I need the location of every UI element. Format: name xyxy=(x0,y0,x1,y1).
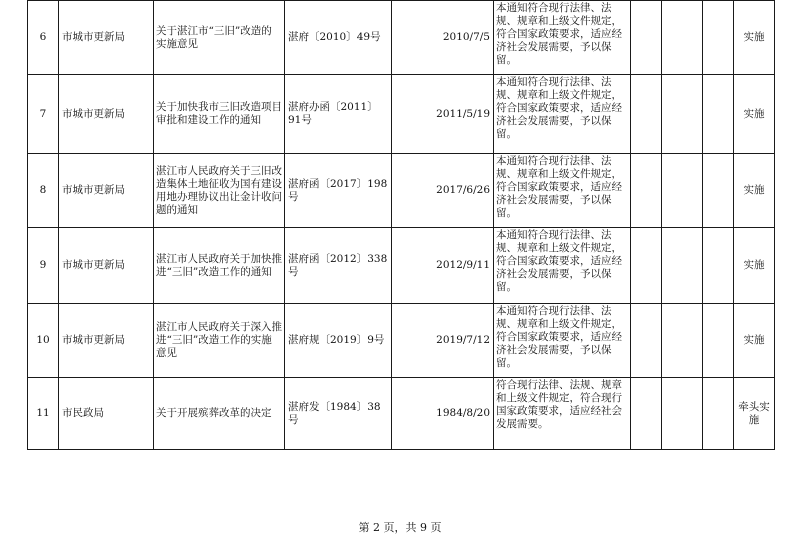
document-title-cell: 湛江市人民政府关于加快推进“三旧”改造工作的通知 xyxy=(154,228,285,304)
result-cell: 实施 xyxy=(734,154,775,228)
review-opinion-text: 符合现行法律、法规、规章和上级文件规定，符合现行国家政策要求，适应经社会发展需要。 xyxy=(496,379,622,430)
department-cell: 市城市更新局 xyxy=(59,1,154,75)
row-number-cell: 11 xyxy=(28,378,59,450)
review-opinion-cell xyxy=(494,154,631,228)
document-table xyxy=(27,0,775,450)
document-title-cell: 关于加快我市三旧改造项目审批和建设工作的通知 xyxy=(154,75,285,154)
blank-cell xyxy=(703,1,734,75)
row-number-cell: 10 xyxy=(28,304,59,378)
blank-cell xyxy=(631,304,662,378)
page-footer: 第 2 页，共 9 页 xyxy=(358,521,442,534)
blank-cell xyxy=(703,304,734,378)
department-cell: 市民政局 xyxy=(59,378,154,450)
result-cell: 实施 xyxy=(734,304,775,378)
document-number-cell: 湛府函〔2012〕338号 xyxy=(285,228,392,304)
issue-date-cell: 2010/7/5 xyxy=(392,1,494,75)
table-row xyxy=(28,154,775,228)
table-row xyxy=(28,1,775,75)
blank-cell xyxy=(703,378,734,450)
issue-date-cell: 2017/6/26 xyxy=(392,154,494,228)
department-cell: 市城市更新局 xyxy=(59,75,154,154)
blank-cell xyxy=(662,228,703,304)
review-opinion-cell xyxy=(494,228,631,304)
blank-cell xyxy=(631,154,662,228)
review-opinion-cell xyxy=(494,378,631,450)
blank-cell xyxy=(631,75,662,154)
department-cell: 市城市更新局 xyxy=(59,154,154,228)
issue-date-cell: 2011/5/19 xyxy=(392,75,494,154)
review-opinion-text: 本通知符合现行法律、法规、规章和上级文件规定，符合国家政策要求，适应经济社会发展需要，予以保留。 xyxy=(496,305,622,369)
table-row xyxy=(28,228,775,304)
document-number-cell: 湛府函〔2017〕198号 xyxy=(285,154,392,228)
review-opinion-cell xyxy=(494,1,631,75)
issue-date-cell: 2012/9/11 xyxy=(392,228,494,304)
review-opinion-cell xyxy=(494,304,631,378)
blank-cell xyxy=(662,378,703,450)
review-opinion-text: 本通知符合现行法律、法规、规章和上级文件规定，符合国家政策要求，适应经济社会发展需要，予以保留。 xyxy=(496,155,622,219)
review-opinion-text: 本通知符合现行法律、法规、规章和上级文件规定，符合国家政策要求，适应经济社会发展需要，予以保留。 xyxy=(496,76,622,140)
department-cell: 市城市更新局 xyxy=(59,228,154,304)
blank-cell xyxy=(703,75,734,154)
row-number-cell: 9 xyxy=(28,228,59,304)
blank-cell xyxy=(662,304,703,378)
blank-cell xyxy=(703,228,734,304)
issue-date-cell: 1984/8/20 xyxy=(392,378,494,450)
document-number-cell: 湛府发〔1984〕38号 xyxy=(285,378,392,450)
table-row xyxy=(28,75,775,154)
row-number-cell: 8 xyxy=(28,154,59,228)
table-row xyxy=(28,304,775,378)
result-cell: 实施 xyxy=(734,1,775,75)
document-title-cell: 湛江市人民政府关于深入推进“三旧”改造工作的实施意见 xyxy=(154,304,285,378)
blank-cell xyxy=(631,378,662,450)
row-number-cell: 7 xyxy=(28,75,59,154)
row-number-cell: 6 xyxy=(28,1,59,75)
result-cell: 实施 xyxy=(734,75,775,154)
result-cell: 实施 xyxy=(734,228,775,304)
blank-cell xyxy=(631,228,662,304)
document-number-cell: 湛府规〔2019〕9号 xyxy=(285,304,392,378)
table-body xyxy=(28,1,775,450)
department-cell: 市城市更新局 xyxy=(59,304,154,378)
document-title-cell: 关于开展殡葬改革的决定 xyxy=(154,378,285,450)
blank-cell xyxy=(631,1,662,75)
document-title-cell: 关于湛江市“三旧”改造的实施意见 xyxy=(154,1,285,75)
blank-cell xyxy=(662,154,703,228)
review-opinion-cell xyxy=(494,75,631,154)
issue-date-cell: 2019/7/12 xyxy=(392,304,494,378)
review-opinion-text: 本通知符合现行法律、法规、规章和上级文件规定，符合国家政策要求，适应经济社会发展需要，予以保留。 xyxy=(496,229,622,293)
document-number-cell: 湛府〔2010〕49号 xyxy=(285,1,392,75)
review-opinion-text: 本通知符合现行法律、法规、规章和上级文件规定，符合国家政策要求，适应经济社会发展需要，予以保留。 xyxy=(496,2,622,66)
document-title-cell: 湛江市人民政府关于三旧改造集体土地征收为国有建设用地办理协议出让金计收问题的通知 xyxy=(154,154,285,228)
table-row xyxy=(28,378,775,450)
document-number-cell: 湛府办函〔2011〕91号 xyxy=(285,75,392,154)
blank-cell xyxy=(703,154,734,228)
result-cell: 牵头实施 xyxy=(734,378,775,450)
blank-cell xyxy=(662,1,703,75)
blank-cell xyxy=(662,75,703,154)
